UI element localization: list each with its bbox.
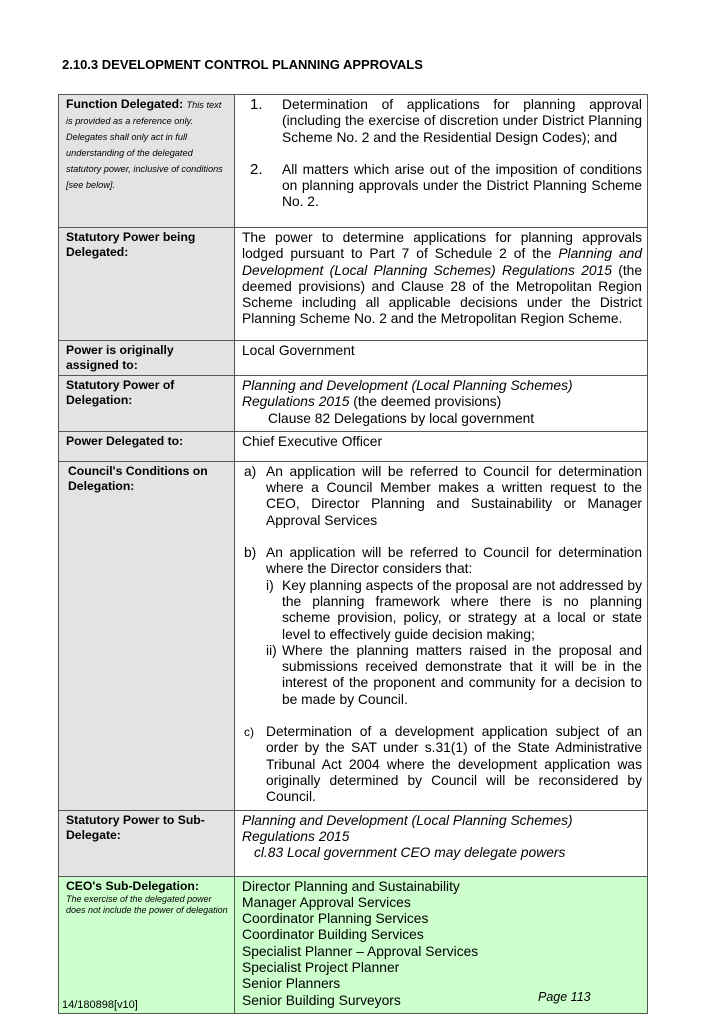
sub-marker: i) <box>266 577 274 593</box>
statutory-power-value <box>235 228 648 341</box>
spacer <box>242 146 642 162</box>
sub-delegate-value <box>235 810 648 876</box>
list-number: 1. <box>250 96 263 113</box>
sub-text: Key planning aspects of the proposal are not addressed by the planning framework where there is no planning scheme provision, policy, or strategy at a local or state level to effectively guide decision making; <box>282 577 642 642</box>
sub-text: Where the planning matters raised in the proposal and submissions received demonstrate that it will be in the interest of the proponent and community for a decision to be made by Council. <box>282 642 642 707</box>
condition-marker: c) <box>244 725 254 740</box>
table-row <box>59 228 648 341</box>
list-item: Coordinator Planning Services <box>242 911 429 927</box>
list-item: Manager Approval Services <box>242 894 411 910</box>
section-heading: 2.10.3 DEVELOPMENT CONTROL PLANNING APPROVALS <box>62 57 423 72</box>
condition-text: An application will be referred to Council for determination where the Director considers that: <box>266 545 642 577</box>
list-item <box>242 97 642 146</box>
condition-marker: a) <box>244 463 257 479</box>
list-item: Specialist Planner – Approval Services <box>242 943 479 959</box>
condition-a <box>242 464 642 529</box>
ceo-sub-delegation-label: CEO's Sub-Delegation: <box>66 878 199 893</box>
delegated-to-value: Chief Executive Officer <box>235 431 648 461</box>
condition-b <box>242 545 642 708</box>
ceo-sub-delegation-note: The exercise of the delegated power does not include the power of delegation <box>66 893 228 916</box>
statutory-power-text-2: (the deemed provisions) and Clause 28 of the Metropolitan Region Scheme including all applicable decisions under the District Planning Scheme No. 2 and the Metropolitan Region Scheme. <box>242 262 642 327</box>
sub-delegate-line3: cl.83 Local government CEO may delegate powers <box>254 845 566 861</box>
list-number: 2. <box>250 160 263 178</box>
function-delegated-label-cell <box>59 95 235 228</box>
condition-text: Determination of a development application subject of an order by the SAT under s.31(1) of the State Administrative Tribunal Act 2004 where the development application was originally determined by Council will be reconsidered by Council. <box>266 724 642 805</box>
function-delegated-label: Function Delegated: <box>66 97 184 111</box>
list-item <box>242 162 642 211</box>
table-row <box>59 810 648 876</box>
list-text: All matters which arise out of the imposition of conditions on planning approvals under the District Planning Scheme No. 2. <box>282 161 642 210</box>
delegation-table <box>58 94 648 1014</box>
statutory-power-of-delegation-value <box>235 376 648 432</box>
list-item: Senior Planners <box>242 976 341 992</box>
sub-marker: ii) <box>266 642 277 658</box>
list-item: Coordinator Building Services <box>242 927 424 943</box>
condition-c <box>242 724 642 805</box>
statutory-power-of-delegation-label: Statutory Power of Delegation: <box>59 376 235 432</box>
condition-marker: b) <box>244 545 257 561</box>
document-id: 14/180898[v10] <box>62 999 138 1011</box>
condition-b-ii <box>266 643 642 708</box>
statutory-power-regulation: Planning and Development (Local Planning Schemes) Regulations 2015 <box>242 246 642 278</box>
originally-assigned-label: Power is originally assigned to: <box>59 341 235 376</box>
function-delegated-value <box>235 95 648 228</box>
statutory-power-label: Statutory Power being Delegated: <box>59 228 235 341</box>
table-row <box>59 341 648 376</box>
page-number: Page 113 <box>538 990 591 1004</box>
list-item: Director Planning and Sustainability <box>242 878 460 894</box>
originally-assigned-value: Local Government <box>235 341 648 376</box>
table-row <box>59 461 648 810</box>
delegation-regulation-note: (the deemed provisions) <box>349 394 502 410</box>
delegated-to-label: Power Delegated to: <box>59 431 235 461</box>
table-row <box>59 95 648 228</box>
table-row <box>59 376 648 432</box>
ceo-sub-delegation-label-cell <box>59 876 235 1013</box>
list-item: Specialist Project Planner <box>242 960 400 976</box>
list-text: Determination of applications for planning approval (including the exercise of discretion under District Planning Scheme No. 2 and the Residential Design Codes); and <box>282 97 642 145</box>
delegation-regulation-line1: Planning and Development (Local Planning Schemes) <box>242 378 573 393</box>
condition-text: An application will be referred to Council for determination where a Council Member makes a written request to the CEO, Director Planning and Sustainability or Manager Approval Services <box>266 463 642 528</box>
delegation-clause: Clause 82 Delegations by local government <box>268 410 535 426</box>
list-item: Senior Building Surveyors <box>242 992 401 1008</box>
conditions-value <box>235 461 648 810</box>
sub-delegate-line1: Planning and Development (Local Planning Schemes) <box>242 812 573 828</box>
statutory-power-text-1: The power to determine applications for planning approvals lodged pursuant to Part 7 of Schedule 2 of the <box>242 230 642 262</box>
condition-b-i <box>266 578 642 643</box>
sub-delegate-line2: Regulations 2015 <box>242 828 350 844</box>
delegation-regulation-line2: Regulations 2015 <box>242 394 350 410</box>
table-row <box>59 431 648 461</box>
sub-delegate-label: Statutory Power to Sub-Delegate: <box>59 810 235 876</box>
conditions-label: Council's Conditions on Delegation: <box>59 461 235 810</box>
function-list <box>242 97 642 211</box>
function-delegated-note: This text is provided as a reference only. Delegates shall only act in full understanding of the delegated statutory power, inclusive of conditions [see below]. <box>66 100 223 190</box>
